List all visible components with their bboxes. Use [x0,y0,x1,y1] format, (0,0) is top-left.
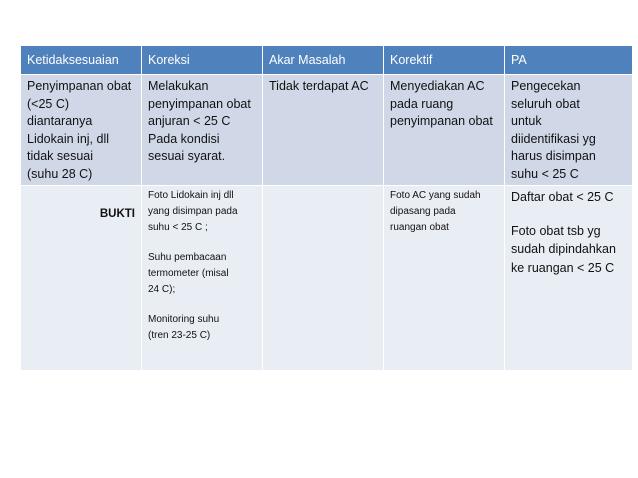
cell-line: diidentifikasi yg [511,131,596,146]
cell-line: untuk [511,114,542,128]
cell-line: Daftar obat < 25 C [511,190,614,204]
cell-line: harus disimpan [511,149,596,163]
cell-line: Pada kondisi [148,131,220,146]
cell-line: tidak sesuai [27,149,94,163]
cell-line: Suhu pembacaan [148,252,227,263]
header-row [21,46,633,75]
cell-line: (<25 C) [27,96,70,111]
cell-line: ruangan obat [390,222,449,233]
paragraph-gap [511,207,628,222]
cell-line: sesuai syarat. [148,149,226,163]
cell-ketidaksesuaian [21,75,142,186]
cell-line: (suhu 28 C) [27,166,93,181]
evaluation-table [20,45,633,371]
cell-pa [505,75,633,186]
cell-line: pada ruang [390,96,454,111]
cell-line: Lidokain inj, dll [27,131,109,146]
cell-line: seluruh obat [511,96,580,111]
cell-line: sudah dipindahkan [511,242,616,256]
header-akar-masalah: Akar Masalah [263,46,384,75]
cell-line: Melakukan [148,79,209,93]
cell-bukti-pa [505,186,633,371]
cell-line: suhu < 25 C ; [148,222,208,233]
header-ketidaksesuaian: Ketidaksesuaian [21,46,142,75]
cell-line: diantaranya [27,114,93,128]
cell-line: (tren 23-25 C) [148,330,211,341]
cell-line: Tidak terdapat AC [269,79,369,93]
header-korektif: Korektif [384,46,505,75]
cell-line: Penyimpanan obat [27,79,132,93]
paragraph-gap [148,298,258,312]
cell-line: Foto Lidokain inj dll [148,190,234,201]
cell-akar-masalah [263,75,384,186]
cell-line: yang disimpan pada [148,206,238,217]
cell-line: 24 C); [148,284,176,295]
cell-line: penyimpanan obat [148,96,251,111]
paragraph-gap [148,236,258,250]
cell-line: Foto AC yang sudah [390,190,481,201]
cell-koreksi [142,75,263,186]
cell-line: penyimpanan obat [390,114,493,128]
cell-line: ke ruangan < 25 C [511,260,615,275]
table-row [21,186,633,371]
cell-line: Pengecekan [511,79,581,93]
cell-line: Monitoring suhu [148,314,220,325]
cell-line: Menyediakan AC [390,79,485,93]
cell-bukti-koreksi [142,186,263,371]
cell-line: anjuran < 25 C [148,114,231,128]
cell-bukti-korektif [384,186,505,371]
table-row [21,75,633,186]
cell-line: suhu < 25 C [511,166,579,181]
bukti-label: BUKTI [21,186,142,371]
header-koreksi: Koreksi [142,46,263,75]
header-pa: PA [505,46,633,75]
cell-bukti-akar-masalah [263,186,384,371]
cell-line: dipasang pada [390,206,456,217]
cell-line: Foto obat tsb yg [511,223,601,238]
cell-line: termometer (misal [148,268,229,279]
cell-korektif [384,75,505,186]
